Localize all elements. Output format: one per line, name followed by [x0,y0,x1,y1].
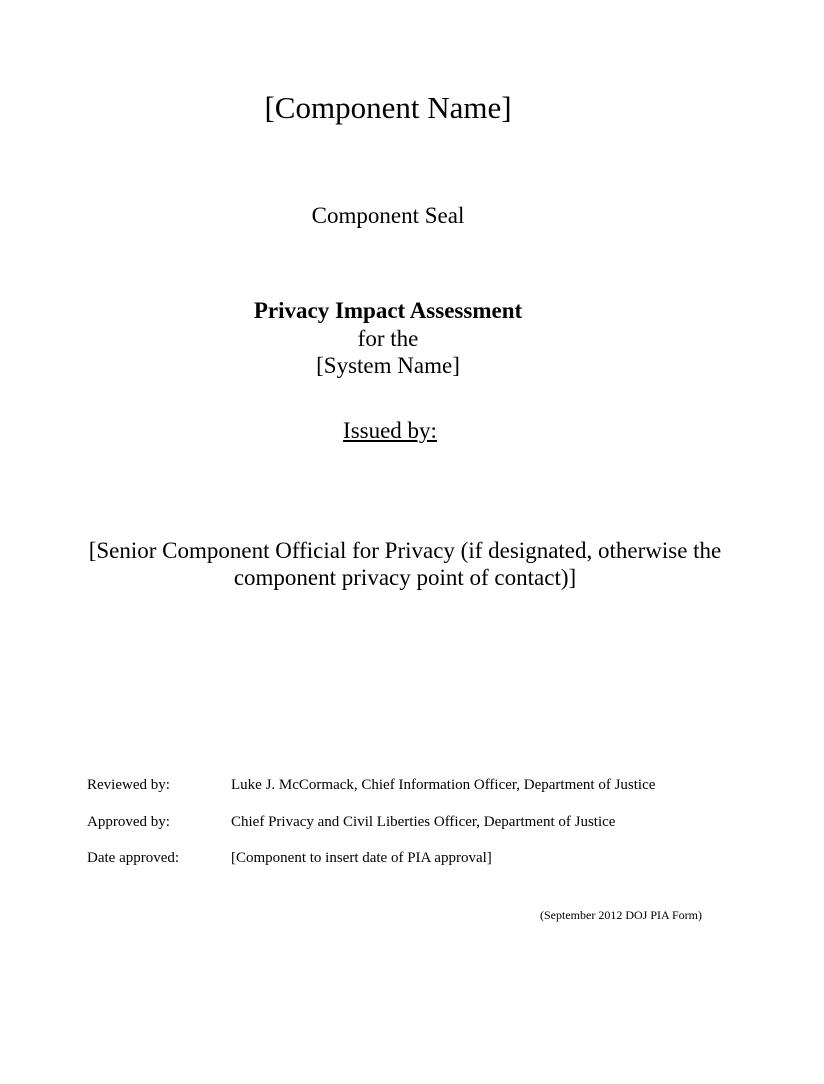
document-title: Privacy Impact Assessment [253,298,523,323]
title-for-the: for the [357,326,419,351]
reviewed-by-value: Luke J. McCormack, Chief Information Officer, Department of Justice [231,777,656,793]
approved-by-value: Chief Privacy and Civil Liberties Officer, Department of Justice [231,814,616,830]
approved-by-label: Approved by: [87,814,170,830]
date-approved-label: Date approved: [87,850,180,866]
date-approved-value: [Component to insert date of PIA approval] [231,850,492,866]
official-line-1: [Senior Component Official for Privacy (if designated, otherwise the [88,538,722,563]
system-name: [System Name] [316,353,460,378]
form-version-note: (September 2012 DOJ PIA Form) [540,908,702,922]
component-seal-placeholder: Component Seal [311,203,465,228]
issued-by-heading: Issued by: [343,418,437,443]
official-line-2: component privacy point of contact)] [233,565,577,590]
reviewed-by-label: Reviewed by: [87,777,170,793]
component-name-heading: [Component Name] [264,90,512,125]
